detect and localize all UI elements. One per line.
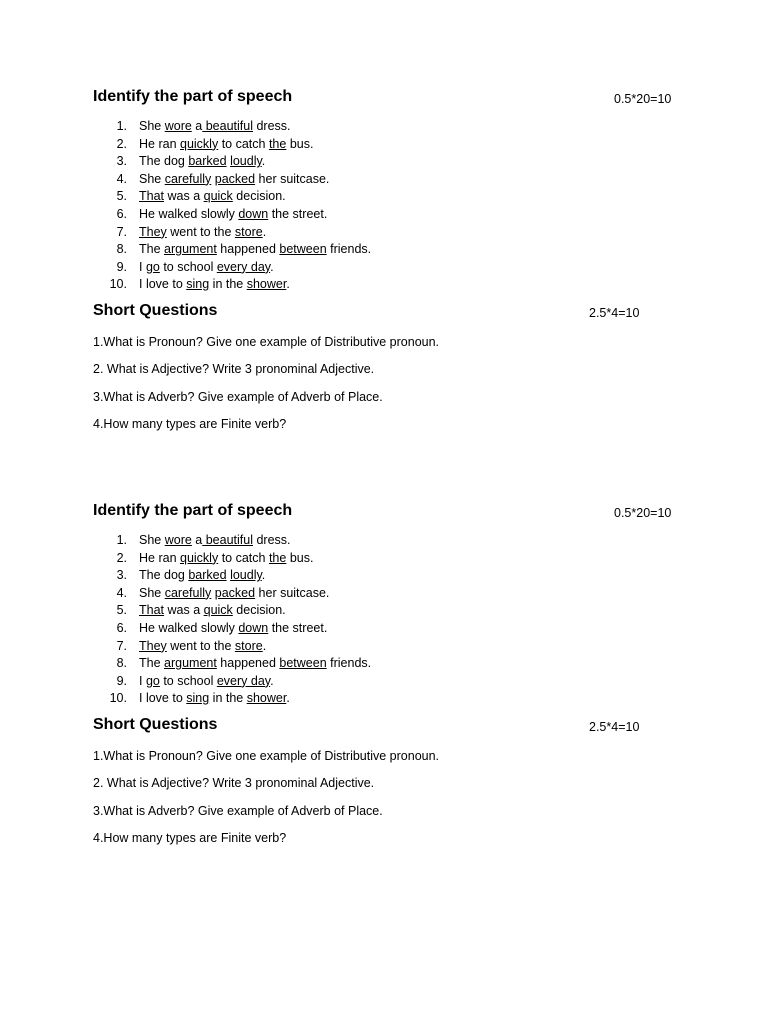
short-questions-title: Short Questions	[93, 301, 218, 319]
underlined-word: quick	[203, 189, 233, 204]
underlined-word: shower	[246, 691, 287, 706]
sentence-item	[93, 690, 683, 708]
underlined-word: carefully	[164, 171, 212, 186]
sentence-text: the street.	[268, 206, 328, 221]
sentence-text: happened	[216, 656, 280, 671]
underlined-word: store	[234, 638, 263, 653]
item-number: 10.	[109, 691, 127, 706]
underlined-word: go	[145, 259, 160, 274]
sentence-text: a	[191, 533, 203, 547]
item-number: 9.	[116, 673, 127, 688]
sentence-text: .	[286, 691, 290, 706]
sentence-item	[93, 206, 683, 224]
section-header	[93, 500, 683, 524]
sentence-item	[93, 224, 683, 242]
sentence-text: I	[139, 673, 146, 688]
sentence-text: The	[139, 242, 165, 257]
underlined-word: argument	[164, 656, 217, 671]
item-number: 1.	[116, 533, 127, 547]
sentence-text: went to the	[166, 638, 235, 653]
underlined-word: sing	[186, 691, 210, 706]
sentence-text: .	[262, 224, 267, 239]
underlined-word: packed	[214, 585, 256, 600]
sentence-text: She	[139, 585, 165, 600]
sentence-text: decision.	[232, 603, 286, 618]
question: 4.How many types are Finite verb?	[93, 831, 287, 846]
underlined-word: That	[139, 189, 165, 204]
underlined-word: quickly	[180, 550, 219, 565]
sentence-text: The dog	[139, 568, 189, 583]
sentence-item	[93, 655, 683, 673]
short-questions-header	[93, 714, 683, 738]
item-number: 4.	[116, 585, 127, 600]
sentence-item	[93, 241, 683, 259]
item-number: 10.	[109, 277, 127, 292]
underlined-word: loudly	[230, 154, 262, 169]
question-list	[93, 748, 683, 858]
sentence-item	[93, 567, 683, 585]
sentence-text: He walked slowly	[139, 206, 239, 221]
sentence-item	[93, 118, 683, 136]
question: 1.What is Pronoun? Give one example of Distributive pronoun.	[93, 334, 440, 349]
underlined-word: between	[279, 656, 327, 671]
underlined-word: quick	[203, 603, 233, 618]
sentence-text: her suitcase.	[255, 585, 330, 600]
item-number: 2.	[116, 550, 127, 565]
underlined-word: the	[268, 136, 287, 151]
question: 2. What is Adjective? Write 3 pronominal Adjective.	[93, 362, 375, 377]
sentence-text: I love to	[139, 691, 187, 706]
underlined-word: carefully	[164, 585, 212, 600]
sentence-text: He ran	[139, 136, 180, 151]
question-list	[93, 334, 683, 444]
item-number: 9.	[116, 259, 127, 274]
underlined-word: They	[139, 638, 167, 653]
sentence-item	[93, 602, 683, 620]
underlined-word: wore	[164, 533, 192, 547]
underlined-word: sing	[186, 277, 210, 292]
sentence-text: in the	[209, 277, 247, 292]
section-title: Identify the part of speech	[93, 88, 293, 105]
sentence-item	[93, 620, 683, 638]
sentence-text: friends.	[326, 242, 372, 257]
sentence-text: She	[139, 533, 165, 547]
underlined-word: barked	[188, 568, 227, 583]
worksheet-section-1	[93, 86, 683, 444]
question: 3.What is Adverb? Give example of Adverb of Place.	[93, 803, 383, 818]
sentence-text: .	[286, 277, 290, 292]
sentence-item	[93, 532, 683, 550]
sentence-text: I love to	[139, 277, 187, 292]
sentence-text: He ran	[139, 550, 180, 565]
underlined-word: the	[268, 550, 287, 565]
underlined-word: every day	[216, 673, 271, 688]
item-number: 8.	[116, 242, 127, 257]
section-marks: 0.5*20=10	[614, 506, 672, 520]
item-number: 8.	[116, 656, 127, 671]
underlined-word: beautiful	[202, 119, 253, 133]
sentence-text: to catch	[218, 550, 269, 565]
short-questions-title: Short Questions	[93, 715, 218, 733]
sentence-item	[93, 550, 683, 568]
sentence-list	[93, 532, 683, 708]
underlined-word: store	[234, 224, 263, 239]
sentence-list	[93, 118, 683, 294]
sentence-text: to school	[159, 259, 217, 274]
worksheet-section-2	[93, 500, 683, 858]
item-number: 3.	[116, 154, 127, 169]
item-number: 6.	[116, 620, 127, 635]
sentence-text: decision.	[232, 189, 286, 204]
sentence-text: He walked slowly	[139, 620, 239, 635]
question: 4.How many types are Finite verb?	[93, 417, 287, 432]
underlined-word: go	[145, 673, 160, 688]
underlined-word: That	[139, 603, 165, 618]
sentence-text: I	[139, 259, 146, 274]
sentence-text: .	[262, 638, 267, 653]
sentence-item	[93, 188, 683, 206]
sentence-text: .	[270, 673, 274, 688]
item-number: 7.	[116, 638, 127, 653]
underlined-word: argument	[164, 242, 217, 257]
sentence-text: happened	[216, 242, 280, 257]
sentence-text: She	[139, 171, 165, 186]
underlined-word: wore	[164, 119, 192, 133]
sentence-item	[93, 638, 683, 656]
sentence-item	[93, 585, 683, 603]
section-header	[93, 86, 683, 110]
question: 2. What is Adjective? Write 3 pronominal Adjective.	[93, 776, 375, 791]
sentence-item	[93, 153, 683, 171]
item-number: 4.	[116, 171, 127, 186]
sentence-item	[93, 673, 683, 691]
sentence-text: her suitcase.	[255, 171, 330, 186]
underlined-word: packed	[214, 171, 256, 186]
section-title: Identify the part of speech	[93, 502, 293, 519]
underlined-word: beautiful	[202, 533, 253, 547]
item-number: 1.	[116, 119, 127, 133]
sentence-item	[93, 259, 683, 277]
sentence-text: She	[139, 119, 165, 133]
sentence-text: bus.	[286, 550, 314, 565]
item-number: 5.	[116, 189, 127, 204]
sentence-text: The dog	[139, 154, 189, 169]
underlined-word: down	[238, 206, 269, 221]
sentence-item	[93, 136, 683, 154]
sentence-text: a	[191, 119, 203, 133]
sentence-text: bus.	[286, 136, 314, 151]
sentence-text: to school	[159, 673, 217, 688]
question: 1.What is Pronoun? Give one example of Distributive pronoun.	[93, 748, 440, 763]
underlined-word: barked	[188, 154, 227, 169]
underlined-word: loudly	[230, 568, 262, 583]
short-questions-header	[93, 300, 683, 324]
item-number: 7.	[116, 224, 127, 239]
short-questions-marks: 2.5*4=10	[589, 719, 640, 734]
sentence-text: dress.	[252, 119, 291, 133]
item-number: 5.	[116, 603, 127, 618]
sentence-text: The	[139, 656, 165, 671]
sentence-text: .	[261, 154, 266, 169]
sentence-text: dress.	[252, 533, 291, 547]
section-marks: 0.5*20=10	[614, 92, 672, 106]
item-number: 3.	[116, 568, 127, 583]
underlined-word: shower	[246, 277, 287, 292]
sentence-item	[93, 276, 683, 294]
sentence-text: friends.	[326, 656, 372, 671]
underlined-word: between	[279, 242, 327, 257]
sentence-text: was a	[164, 189, 204, 204]
underlined-word: down	[238, 620, 269, 635]
underlined-word: every day	[216, 259, 271, 274]
sentence-text: the street.	[268, 620, 328, 635]
sentence-text: .	[270, 259, 274, 274]
sentence-item	[93, 171, 683, 189]
sentence-text: went to the	[166, 224, 235, 239]
underlined-word: quickly	[180, 136, 219, 151]
underlined-word: They	[139, 224, 167, 239]
short-questions-marks: 2.5*4=10	[589, 305, 640, 320]
sentence-text: in the	[209, 691, 247, 706]
sentence-text: was a	[164, 603, 204, 618]
sentence-text: .	[261, 568, 266, 583]
item-number: 2.	[116, 136, 127, 151]
sentence-text: to catch	[218, 136, 269, 151]
item-number: 6.	[116, 206, 127, 221]
question: 3.What is Adverb? Give example of Adverb of Place.	[93, 389, 383, 404]
